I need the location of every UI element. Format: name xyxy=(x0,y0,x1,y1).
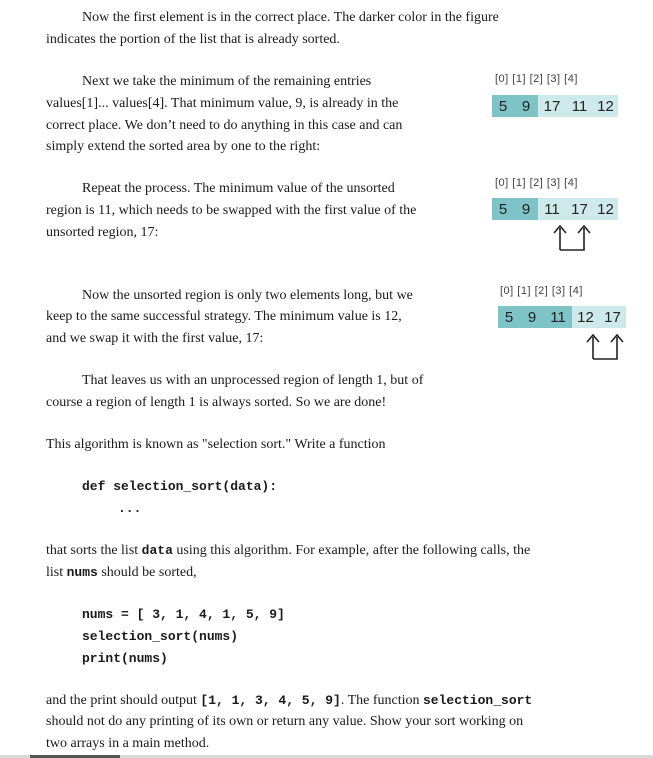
swap-arrow-icon xyxy=(583,329,628,364)
para3-line2: region is 11, which needs to be swapped with the first value of the xyxy=(46,203,417,218)
array1-cell-4: 12 xyxy=(593,95,618,117)
para8-line3: two arrays in a main method. xyxy=(46,736,210,751)
array3 xyxy=(498,306,626,328)
array3-cell-2: 11 xyxy=(544,306,572,328)
para5-line1: That leaves us with an unprocessed region of length 1, but of xyxy=(82,373,424,388)
inline-code-nums: nums xyxy=(66,565,98,580)
para2-line2: values[1]... values[4]. That minimum value, 9, is already in the xyxy=(46,96,399,111)
code-def-line: def selection_sort(data): xyxy=(82,479,278,494)
para8-line1 xyxy=(46,690,532,712)
inline-code-data: data xyxy=(141,543,173,558)
array3-indices: [0] [1] [2] [3] [4] xyxy=(500,285,583,297)
array1-cell-3: 11 xyxy=(566,95,593,117)
array1-cell-0: 5 xyxy=(492,95,514,117)
para8-line1-text-b: . The function xyxy=(340,693,423,708)
para2-line3: correct place. We don’t need to do anything in this case and can xyxy=(46,118,403,133)
para4-line2: keep to the same successful strategy. The minimum value is 12, xyxy=(46,309,402,324)
array2 xyxy=(492,198,618,220)
para4-line3: and we swap it with the first value, 17: xyxy=(46,331,264,346)
array2-cell-2: 11 xyxy=(538,198,566,220)
para4-line1: Now the unsorted region is only two elements long, but we xyxy=(82,288,413,303)
array2-cell-1: 9 xyxy=(514,198,538,220)
para7-line2 xyxy=(46,562,197,584)
swap-arrow-icon xyxy=(550,220,595,255)
array2-cell-4: 12 xyxy=(593,198,618,220)
para6-line1: This algorithm is known as "selection sort." Write a function xyxy=(46,437,386,452)
array2-cell-0: 5 xyxy=(492,198,514,220)
para7-line2-text-a: list xyxy=(46,565,67,580)
array3-cell-0: 5 xyxy=(498,306,520,328)
para3-line1: Repeat the process. The minimum value of the unsorted xyxy=(82,181,395,196)
array3-cell-4: 17 xyxy=(599,306,626,328)
array2-cell-3: 17 xyxy=(566,198,593,220)
para7-line1-text-b: using this algorithm. For example, after the following calls, the xyxy=(172,543,531,558)
para5-line2: course a region of length 1 is always sorted. So we are done! xyxy=(46,395,387,410)
para7-line1 xyxy=(46,540,530,562)
code-example-line2: selection_sort(nums) xyxy=(82,629,239,644)
inline-code-selection-sort: selection_sort xyxy=(423,693,533,708)
para1-line2: indicates the portion of the list that is already sorted. xyxy=(46,32,340,47)
array1-cell-1: 9 xyxy=(514,95,538,117)
para8-line1-text-a: and the print should output xyxy=(46,693,201,708)
para7-line1-text-a: that sorts the list xyxy=(46,543,142,558)
array3-cell-3: 12 xyxy=(572,306,599,328)
array3-cell-1: 9 xyxy=(520,306,544,328)
code-ellipsis: ... xyxy=(118,501,142,516)
para7-line2-text-b: should be sorted, xyxy=(97,565,197,580)
code-example-line1: nums = [ 3, 1, 4, 1, 5, 9] xyxy=(82,607,285,622)
array1 xyxy=(492,95,618,117)
code-example-line3: print(nums) xyxy=(82,651,168,666)
para1-line1: Now the first element is in the correct place. The darker color in the figure xyxy=(82,10,499,25)
array1-cell-2: 17 xyxy=(538,95,566,117)
para8-line2: should not do any printing of its own or return any value. Show your sort working on xyxy=(46,714,524,729)
inline-code-output: [1, 1, 3, 4, 5, 9] xyxy=(200,693,341,708)
para2-line1: Next we take the minimum of the remaining entries xyxy=(82,74,372,89)
para2-line4: simply extend the sorted area by one to the right: xyxy=(46,139,321,154)
array1-indices: [0] [1] [2] [3] [4] xyxy=(495,73,578,85)
para3-line3: unsorted region, 17: xyxy=(46,225,159,240)
array2-indices: [0] [1] [2] [3] [4] xyxy=(495,177,578,189)
